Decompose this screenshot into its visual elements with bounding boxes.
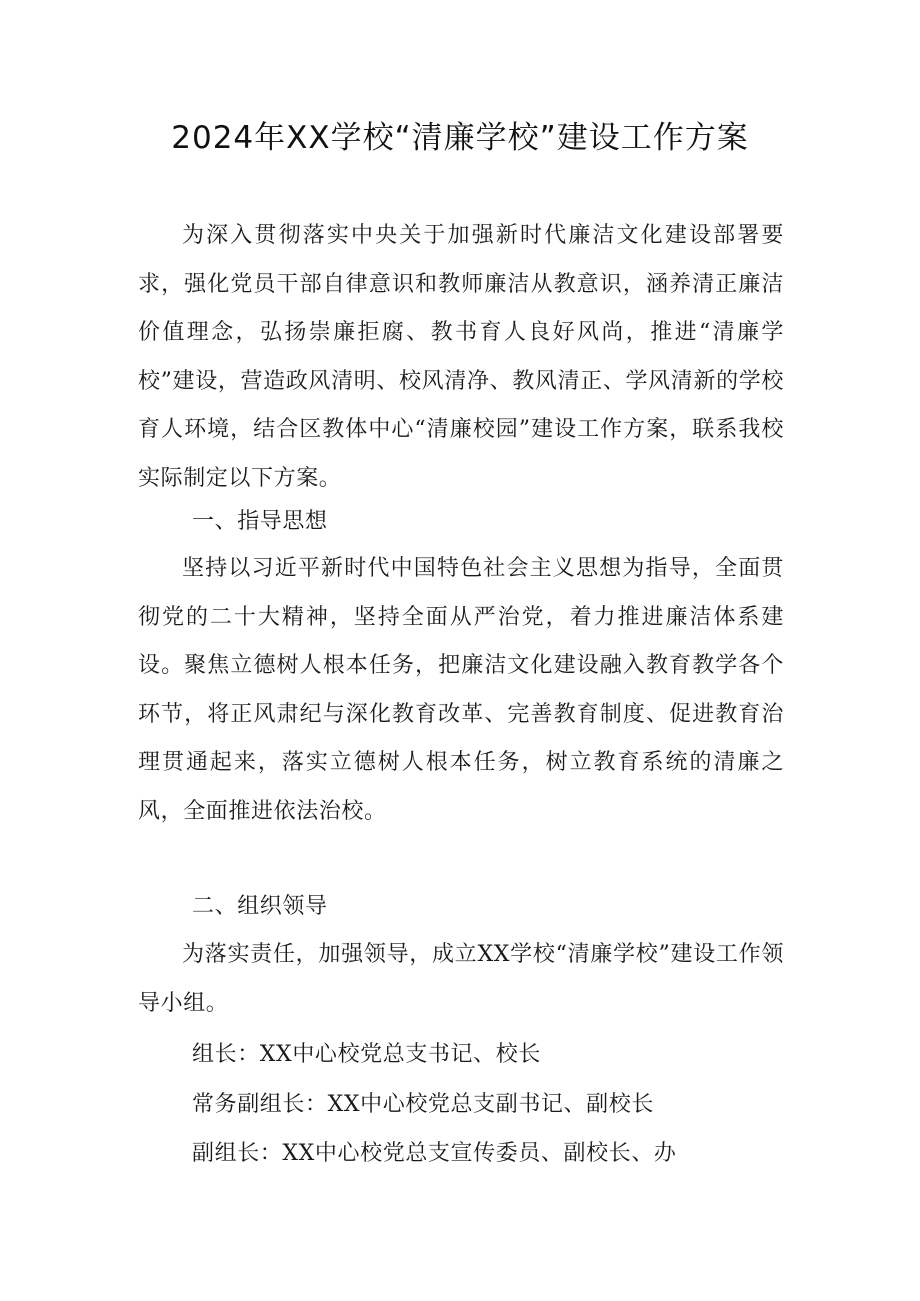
section-heading-guiding-ideology: 一、指导思想: [192, 509, 328, 534]
document-title: 2024年XX学校“清廉学校”建设工作方案: [171, 120, 749, 156]
guiding-ideology-paragraph: 坚持以习近平新时代中国特色社会主义思想为指导，全面贯彻党的二十大精神，坚持全面从严治党，着力推进廉洁体系建设。聚焦立德树人根本任务，把廉洁文化建设融入教育教学各个环节，将正风肃纪与深化教育改革、完善教育制度、促进教育治理贯通起来，落实立德树人根本任务，树立教育系统的清廉之风，全面推进依法治校。: [138, 556, 784, 824]
member-line-deputy: 副组长：XX中心校党总支宣传委员、副校长、办: [192, 1141, 677, 1166]
member-line-executive-deputy: 常务副组长：XX中心校党总支副书记、副校长: [192, 1092, 654, 1117]
organization-paragraph: 为落实责任，加强领导，成立XX学校“清廉学校”建设工作领导小组。: [138, 942, 784, 1016]
section-heading-organization: 二、组织领导: [192, 894, 328, 919]
intro-paragraph: 为深入贯彻落实中央关于加强新时代廉洁文化建设部署要求，强化党员干部自律意识和教师廉洁从教意识，涵养清正廉洁价值理念，弘扬崇廉拒腐、教书育人良好风尚，推进“清廉学校”建设，营造政风清明、校风清净、教风清正、学风清新的学校育人环境，结合区教体中心“清廉校园”建设工作方案，联系我校实际制定以下方案。: [138, 223, 784, 491]
member-line-leader: 组长：XX中心校党总支书记、校长: [192, 1042, 541, 1067]
